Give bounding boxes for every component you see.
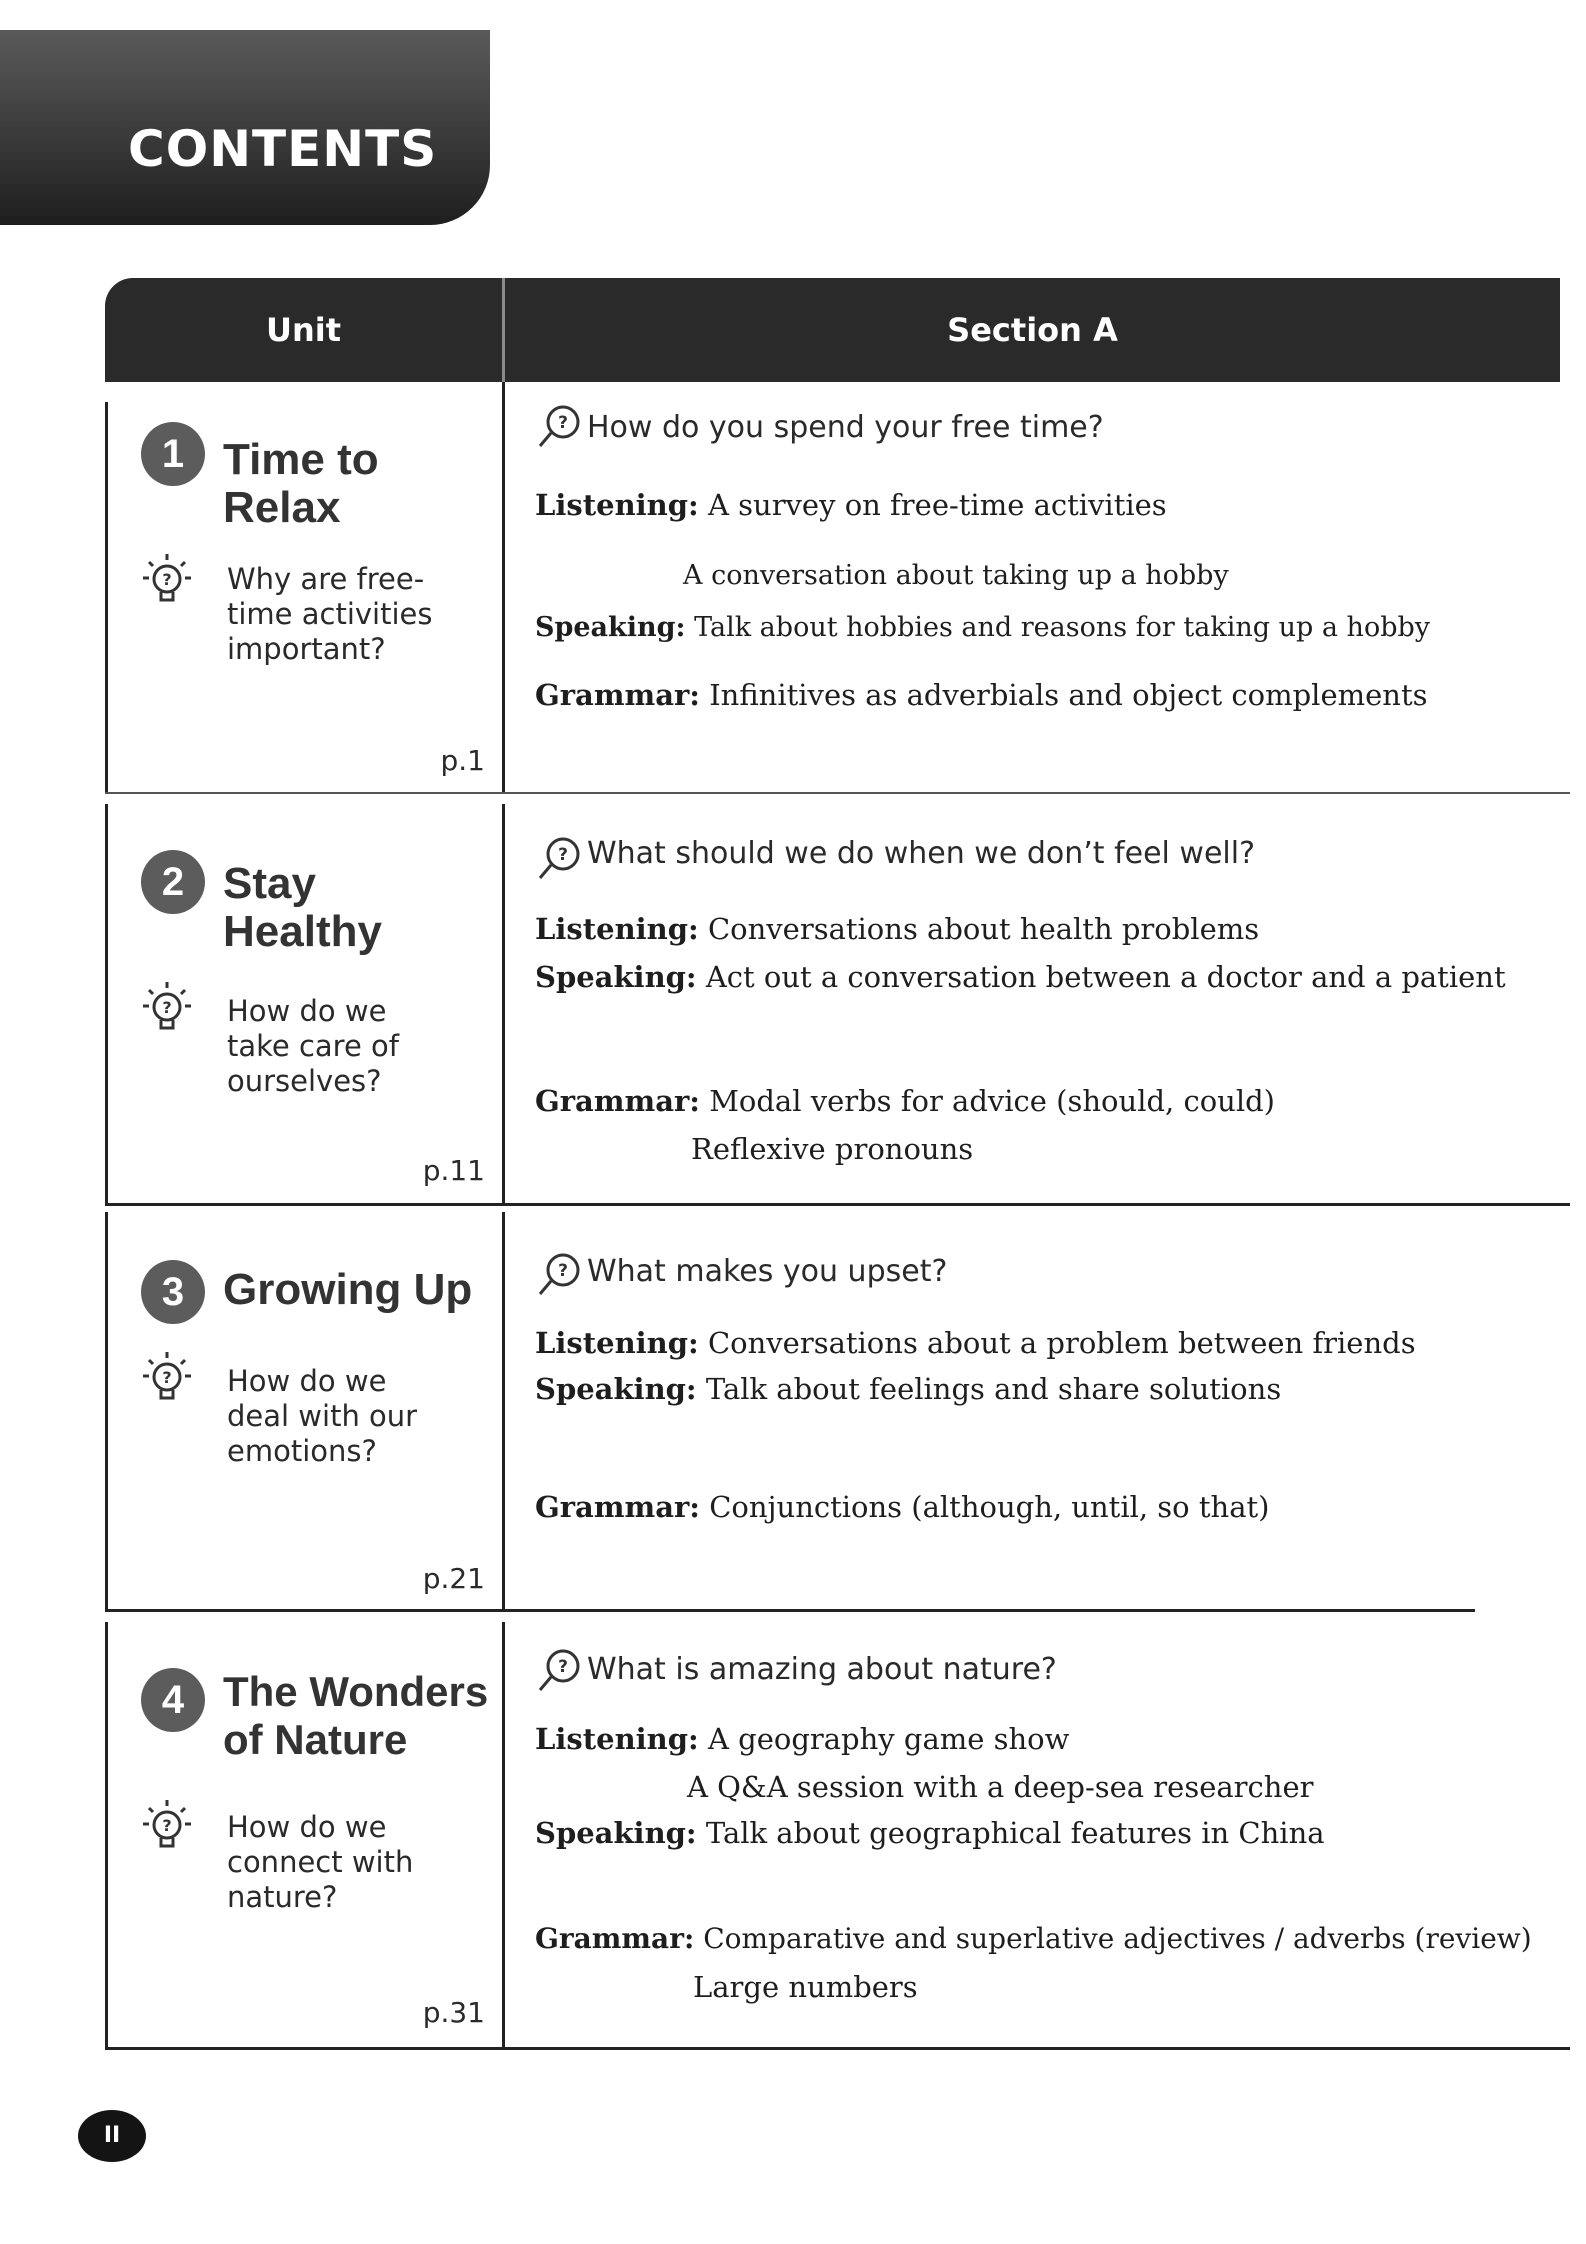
row-border bbox=[105, 1622, 108, 2050]
speaking-item: Talk about geographical features in China bbox=[705, 1816, 1325, 1850]
row-border bbox=[105, 792, 1570, 794]
question-line: emotions? bbox=[227, 1434, 377, 1468]
speaking-item: Talk about hobbies and reasons for taking up a hobby bbox=[694, 612, 1431, 643]
speaking-line bbox=[535, 612, 1430, 643]
speaking-label: Speaking: bbox=[535, 1816, 697, 1850]
speaking-label: Speaking: bbox=[535, 612, 686, 643]
section-question: What makes you upset? bbox=[587, 1254, 948, 1289]
unit-title[interactable] bbox=[223, 1668, 513, 1764]
speaking-line bbox=[535, 1372, 1281, 1406]
unit-essential-question bbox=[227, 994, 477, 1099]
question-line: nature? bbox=[227, 1880, 338, 1914]
unit-title[interactable] bbox=[223, 860, 493, 956]
unit-title-line: Time to bbox=[223, 435, 379, 484]
grammar-item: Large numbers bbox=[693, 1970, 918, 2004]
row-border bbox=[105, 1609, 1475, 1612]
column-header-section-a: Section A bbox=[947, 311, 1118, 349]
listening-item: Conversations about a problem between friends bbox=[707, 1326, 1416, 1360]
question-line: deal with our bbox=[227, 1399, 418, 1433]
unit-row-4 bbox=[105, 1622, 1570, 2050]
svg-text:?: ? bbox=[162, 1368, 172, 1387]
unit-title-line: Growing Up bbox=[223, 1265, 473, 1314]
svg-text:?: ? bbox=[162, 1816, 172, 1835]
unit-row-3 bbox=[105, 1212, 1570, 1612]
question-line: How do we bbox=[227, 994, 387, 1028]
lightbulb-question-icon bbox=[141, 980, 193, 1038]
unit-title[interactable] bbox=[223, 1266, 513, 1314]
lightbulb-question-icon bbox=[141, 552, 193, 610]
magnifier-question-icon bbox=[535, 1250, 583, 1300]
listening-line bbox=[535, 1722, 1069, 1756]
unit-page-ref[interactable]: p.21 bbox=[422, 1562, 485, 1595]
row-divider bbox=[502, 382, 505, 794]
svg-text:?: ? bbox=[558, 1261, 568, 1281]
question-line: time activities bbox=[227, 597, 433, 631]
listening-item: Conversations about health problems bbox=[707, 912, 1260, 946]
speaking-label: Speaking: bbox=[535, 960, 697, 994]
section-question: What should we do when we don’t feel well? bbox=[587, 836, 1256, 871]
listening-label: Listening: bbox=[535, 488, 699, 522]
speaking-item: Talk about feelings and share solutions bbox=[705, 1372, 1282, 1406]
listening-item: A survey on free-time activities bbox=[707, 488, 1167, 522]
grammar-item: Reflexive pronouns bbox=[691, 1132, 974, 1166]
unit-title-line: Stay bbox=[223, 859, 316, 908]
svg-text:?: ? bbox=[162, 570, 172, 589]
listening-item: A Q&A session with a deep-sea researcher bbox=[687, 1770, 1314, 1804]
svg-text:?: ? bbox=[162, 998, 172, 1017]
listening-item: A conversation about taking up a hobby bbox=[683, 560, 1229, 591]
unit-title-line: of Nature bbox=[223, 1716, 408, 1763]
grammar-line bbox=[535, 1490, 1269, 1524]
magnifier-question-icon bbox=[535, 834, 583, 884]
unit-number-badge: 2 bbox=[141, 850, 205, 914]
unit-row-1 bbox=[105, 382, 1570, 794]
page-number-badge: II bbox=[78, 2110, 146, 2162]
unit-title-line: Healthy bbox=[223, 907, 382, 956]
speaking-label: Speaking: bbox=[535, 1372, 697, 1406]
grammar-line bbox=[535, 1922, 1532, 1955]
question-line: ourselves? bbox=[227, 1064, 382, 1098]
svg-text:?: ? bbox=[558, 1657, 568, 1677]
listening-label: Listening: bbox=[535, 912, 699, 946]
grammar-item: Comparative and superlative adjectives / adverbs (review) bbox=[703, 1922, 1532, 1955]
unit-page-ref[interactable]: p.31 bbox=[422, 1996, 485, 2029]
grammar-label: Grammar: bbox=[535, 1084, 700, 1118]
listening-label: Listening: bbox=[535, 1722, 699, 1756]
question-line: important? bbox=[227, 632, 386, 666]
listening-item: A geography game show bbox=[707, 1722, 1070, 1756]
lightbulb-question-icon bbox=[141, 1350, 193, 1408]
listening-line bbox=[535, 1326, 1416, 1360]
table-header bbox=[105, 278, 1560, 382]
row-border bbox=[105, 402, 108, 794]
row-divider bbox=[502, 804, 505, 1206]
svg-text:?: ? bbox=[558, 413, 568, 433]
question-line: How do we bbox=[227, 1810, 387, 1844]
listening-line bbox=[535, 488, 1167, 522]
grammar-label: Grammar: bbox=[535, 1490, 700, 1524]
unit-row-2 bbox=[105, 804, 1570, 1206]
magnifier-question-icon bbox=[535, 1646, 583, 1696]
row-border bbox=[105, 2047, 1570, 2050]
unit-title[interactable] bbox=[223, 436, 493, 532]
section-question: What is amazing about nature? bbox=[587, 1652, 1057, 1687]
grammar-line bbox=[535, 1084, 1275, 1118]
unit-number-badge: 3 bbox=[141, 1260, 205, 1324]
unit-number-badge: 4 bbox=[141, 1668, 205, 1732]
grammar-line bbox=[535, 678, 1427, 712]
unit-page-ref[interactable]: p.11 bbox=[422, 1154, 485, 1187]
unit-essential-question bbox=[227, 1810, 477, 1915]
column-header-unit: Unit bbox=[265, 311, 342, 349]
unit-title-line: The Wonders bbox=[223, 1668, 489, 1715]
page-title: CONTENTS bbox=[128, 120, 438, 178]
listening-line bbox=[535, 912, 1259, 946]
grammar-label: Grammar: bbox=[535, 678, 700, 712]
question-line: take care of bbox=[227, 1029, 399, 1063]
question-line: connect with bbox=[227, 1845, 414, 1879]
magnifier-question-icon bbox=[535, 402, 583, 452]
grammar-item: Conjunctions (although, until, so that) bbox=[709, 1490, 1270, 1524]
grammar-label: Grammar: bbox=[535, 1922, 695, 1955]
unit-essential-question bbox=[227, 1364, 477, 1469]
question-line: Why are free- bbox=[227, 562, 425, 596]
speaking-line bbox=[535, 960, 1506, 994]
unit-page-ref[interactable]: p.1 bbox=[440, 744, 485, 777]
row-border bbox=[105, 1203, 1570, 1206]
speaking-item: Act out a conversation between a doctor and a patient bbox=[705, 960, 1506, 994]
listening-label: Listening: bbox=[535, 1326, 699, 1360]
unit-number-badge: 1 bbox=[141, 422, 205, 486]
section-question: How do you spend your free time? bbox=[587, 410, 1104, 445]
svg-text:?: ? bbox=[558, 845, 568, 865]
row-border bbox=[105, 1212, 108, 1612]
lightbulb-question-icon bbox=[141, 1798, 193, 1856]
grammar-item: Infinitives as adverbials and object complements bbox=[709, 678, 1428, 712]
speaking-line bbox=[535, 1816, 1325, 1850]
grammar-item: Modal verbs for advice (should, could) bbox=[709, 1084, 1276, 1118]
question-line: How do we bbox=[227, 1364, 387, 1398]
unit-title-line: Relax bbox=[223, 483, 341, 532]
row-border bbox=[105, 804, 108, 1206]
unit-essential-question bbox=[227, 562, 477, 667]
